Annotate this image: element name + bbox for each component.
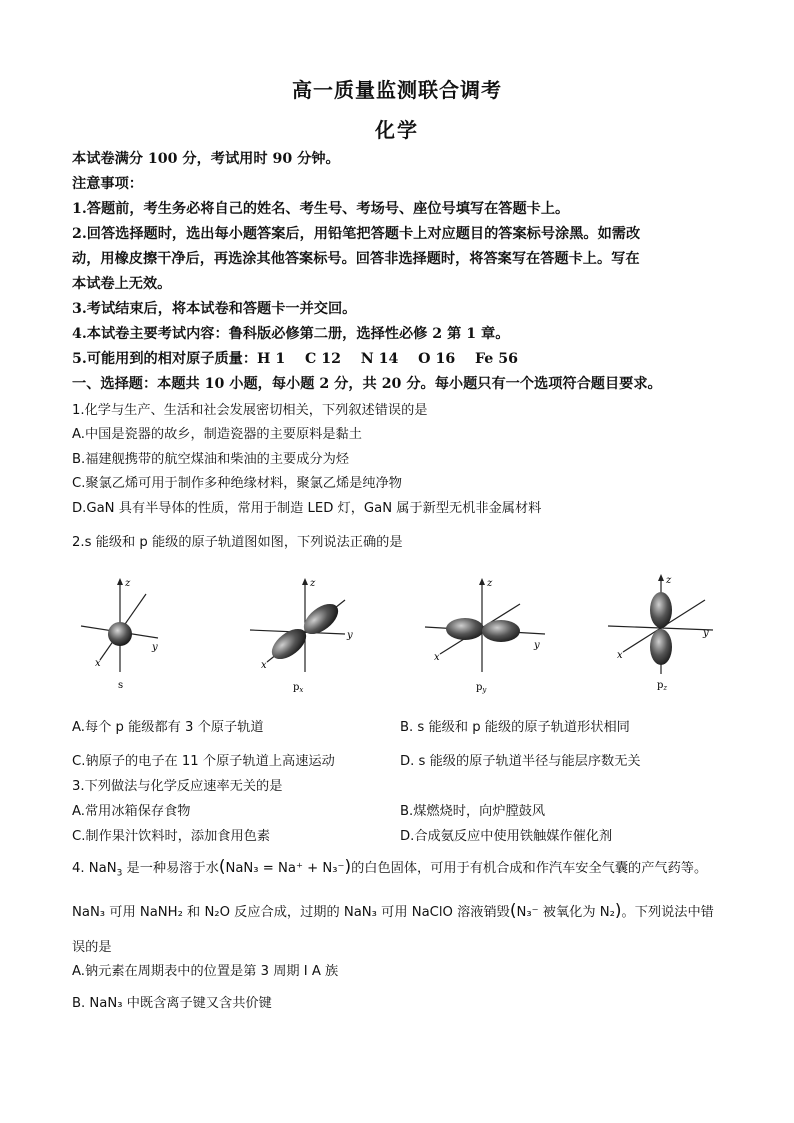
note-2-line-2: 动，用橡皮擦干净后，再选涂其他答案标号。回答非选择题时，将答案写在答题卡上。写在 xyxy=(72,251,640,267)
axis-label-z: z xyxy=(487,578,493,589)
axis-label-z: z xyxy=(666,575,672,586)
q1-stem: 1.化学与生产、生活和社会发展密切相关，下列叙述错误的是 xyxy=(72,403,428,418)
section-heading: 一、选择题：本题共 10 小题，每小题 2 分，共 20 分。每小题只有一个选项符合题目要求。 xyxy=(72,376,662,392)
axis-label-y: y xyxy=(347,630,353,641)
axis-label-x: x xyxy=(617,650,623,661)
q1-option-d: D.GaN 具有半导体的性质，常用于制造 LED 灯，GaN 属于新型无机非金属材料 xyxy=(72,501,542,516)
q4-stem-line-3: 误的是 xyxy=(72,940,112,955)
note-2-line-3: 本试卷上无效。 xyxy=(72,276,172,292)
q3-stem: 3.下列做法与化学反应速率无关的是 xyxy=(72,779,283,794)
exam-title: 高一质量监测联合调考 xyxy=(292,78,502,102)
s-orbital-figure xyxy=(78,572,173,697)
note-3: 3.考试结束后，将本试卷和答题卡一并交回。 xyxy=(72,301,357,317)
notes-heading: 注意事项： xyxy=(72,176,143,192)
q2-stem: 2.s 能级和 p 能级的原子轨道图如图，下列说法正确的是 xyxy=(72,535,403,550)
q1-option-b: B.福建舰携带的航空煤油和柴油的主要成分为烃 xyxy=(72,452,349,467)
q2-option-b: B. s 能级和 p 能级的原子轨道形状相同 xyxy=(400,720,630,735)
q2-option-a: A.每个 p 能级都有 3 个原子轨道 xyxy=(72,720,264,735)
pz-orbital-caption: $p_z$ xyxy=(657,680,668,692)
py-orbital-figure xyxy=(420,572,550,697)
axis-label-y: y xyxy=(152,642,158,653)
axis-label-x: x xyxy=(261,660,267,671)
axis-label-z: z xyxy=(125,578,131,589)
q1-option-c: C.聚氯乙烯可用于制作多种绝缘材料，聚氯乙烯是纯净物 xyxy=(72,476,402,491)
axis-label-y: y xyxy=(534,640,540,651)
q4-option-a: A.钠元素在周期表中的位置是第 3 周期 I A 族 xyxy=(72,964,339,979)
px-orbital-caption: $p_x$ xyxy=(293,682,304,694)
q2-option-d: D. s 能级的原子轨道半径与能层序数无关 xyxy=(400,754,641,769)
exam-subject: 化学 xyxy=(375,118,419,142)
q3-option-c: C.制作果汁饮料时，添加食用色素 xyxy=(72,829,271,844)
q3-option-b: B.煤燃烧时，向炉膛鼓风 xyxy=(400,804,546,819)
note-1: 1.答题前，考生务必将自己的姓名、考生号、考场号、座位号填写在答题卡上。 xyxy=(72,201,570,217)
axis-label-z: z xyxy=(310,578,316,589)
q4-ionization-equation: NaN₃ = Na⁺ + N₃⁻ xyxy=(225,861,345,876)
q4-oxidation-note: N₃⁻ 被氧化为 N₂ xyxy=(516,905,615,920)
q3-option-a: A.常用冰箱保存食物 xyxy=(72,804,191,819)
q4-stem-line-1: 4. NaN$_3$ 是一种易溶于水(NaN₃ = Na⁺ + N₃⁻)的白色固体，可用于有机合成和作汽车安全气囊的产气药等。 xyxy=(72,857,708,879)
axis-label-x: x xyxy=(434,652,440,663)
q1-option-a: A.中国是瓷器的故乡，制造瓷器的主要原料是黏土 xyxy=(72,427,362,442)
note-4: 4.本试卷主要考试内容：鲁科版必修第二册，选择性必修 2 第 1 章。 xyxy=(72,326,510,342)
pz-orbital-figure xyxy=(605,570,720,695)
q2-option-c: C.钠原子的电子在 11 个原子轨道上高速运动 xyxy=(72,754,335,769)
q4-stem-line-2: NaN₃ 可用 NaNH₂ 和 N₂O 反应合成，过期的 NaN₃ 可用 NaClO 溶液销毁(N₃⁻ 被氧化为 N₂)。下列说法中错 xyxy=(72,901,714,921)
note-2-line-1: 2.回答选择题时，选出每小题答案后，用铅笔把答题卡上对应题目的答案标号涂黑。如需改 xyxy=(72,226,641,242)
s-orbital-caption: s xyxy=(118,680,124,691)
axis-label-x: x xyxy=(95,658,101,669)
axis-label-y: y xyxy=(703,628,709,639)
exam-info: 本试卷满分 100 分，考试用时 90 分钟。 xyxy=(72,151,340,167)
q4-option-b: B. NaN₃ 中既含离子键又含共价键 xyxy=(72,996,272,1011)
px-orbital-figure xyxy=(245,572,370,697)
q3-option-d: D.合成氨反应中使用铁触媒作催化剂 xyxy=(400,829,613,844)
note-5: 5.可能用到的相对原子质量：H 1 C 12 N 14 O 16 Fe 56 xyxy=(72,351,518,367)
py-orbital-caption: $p_y$ xyxy=(476,682,487,694)
